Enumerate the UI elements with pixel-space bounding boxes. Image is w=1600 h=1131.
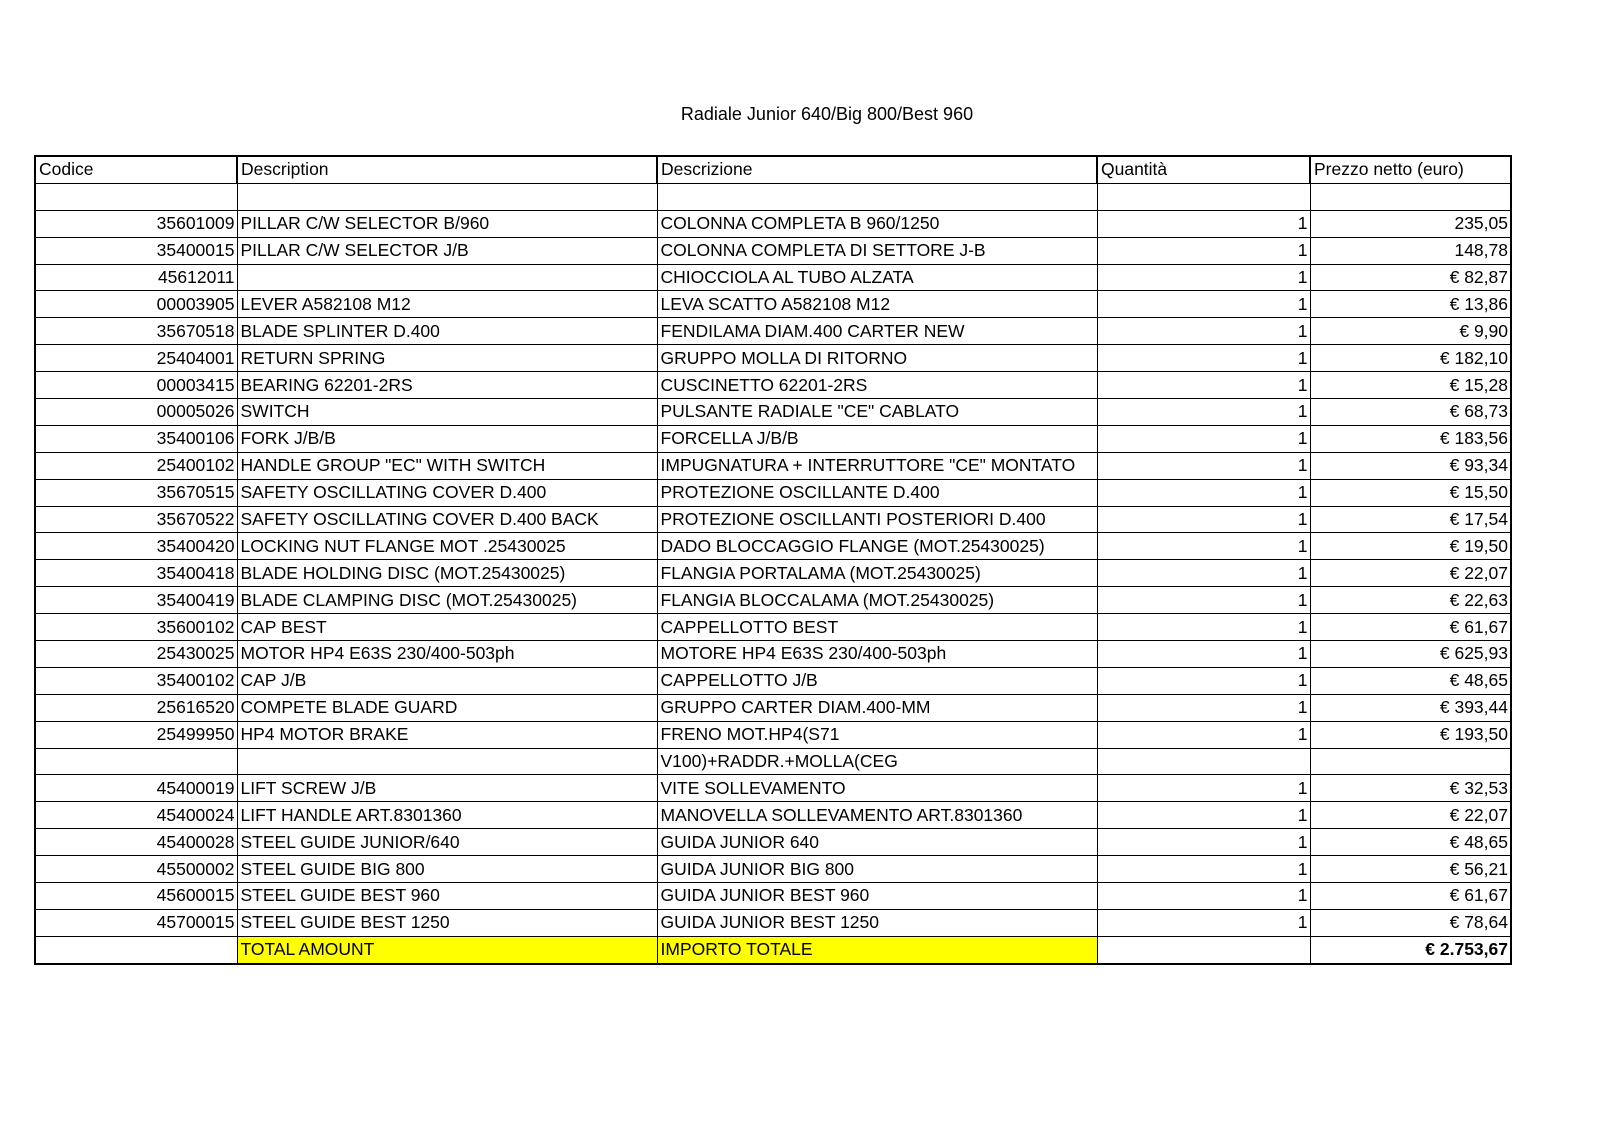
cell-descrizione: CAPPELLOTTO BEST [657, 614, 1097, 641]
cell-prezzo: € 61,67 [1310, 883, 1511, 910]
cell-description: STEEL GUIDE BEST 960 [237, 883, 657, 910]
cell-prezzo: € 625,93 [1310, 641, 1511, 668]
cell-codice: 35400420 [35, 533, 237, 560]
cell-description: STEEL GUIDE BEST 1250 [237, 909, 657, 936]
cell-descrizione: GUIDA JUNIOR 640 [657, 829, 1097, 856]
table-row [35, 372, 1511, 399]
table-row [35, 721, 1511, 748]
cell-description: BLADE HOLDING DISC (MOT.25430025) [237, 560, 657, 587]
cell-descrizione: PROTEZIONE OSCILLANTI POSTERIORI D.400 [657, 506, 1097, 533]
cell-descrizione: VITE SOLLEVAMENTO [657, 775, 1097, 802]
cell-prezzo: € 182,10 [1310, 345, 1511, 372]
cell-prezzo: € 17,54 [1310, 506, 1511, 533]
cell-quantita [1097, 748, 1310, 775]
cell-codice: 35400106 [35, 425, 237, 452]
cell-quantita: 1 [1097, 667, 1310, 694]
table-row [35, 802, 1511, 829]
cell-codice: 35601009 [35, 210, 237, 237]
total-label-it: IMPORTO TOTALE [657, 936, 1097, 963]
header-descrizione: Descrizione [657, 156, 1097, 183]
cell-codice: 35400419 [35, 587, 237, 614]
cell-quantita: 1 [1097, 641, 1310, 668]
cell-descrizione: GRUPPO CARTER DIAM.400-MM [657, 694, 1097, 721]
cell-descrizione: MOTORE HP4 E63S 230/400-503ph [657, 641, 1097, 668]
cell-codice: 45612011 [35, 264, 237, 291]
cell-descrizione: CHIOCCIOLA AL TUBO ALZATA [657, 264, 1097, 291]
cell-descrizione: GUIDA JUNIOR BIG 800 [657, 856, 1097, 883]
cell-prezzo: € 22,07 [1310, 560, 1511, 587]
cell-codice: 35400102 [35, 667, 237, 694]
header-codice: Codice [35, 156, 237, 183]
cell-prezzo [1310, 183, 1511, 210]
cell-quantita: 1 [1097, 614, 1310, 641]
table-row [35, 506, 1511, 533]
cell-description: FORK J/B/B [237, 425, 657, 452]
cell-description: PILLAR C/W SELECTOR B/960 [237, 210, 657, 237]
cell-quantita [1097, 183, 1310, 210]
cell-prezzo: € 93,34 [1310, 452, 1511, 479]
cell-prezzo: € 68,73 [1310, 399, 1511, 426]
cell-codice: 25404001 [35, 345, 237, 372]
cell-codice: 35400418 [35, 560, 237, 587]
header-description: Description [237, 156, 657, 183]
cell-quantita: 1 [1097, 775, 1310, 802]
cell-quantita: 1 [1097, 264, 1310, 291]
table-row [35, 291, 1511, 318]
cell-quantita: 1 [1097, 560, 1310, 587]
cell-descrizione: GUIDA JUNIOR BEST 1250 [657, 909, 1097, 936]
cell-description: COMPETE BLADE GUARD [237, 694, 657, 721]
cell-descrizione: DADO BLOCCAGGIO FLANGE (MOT.25430025) [657, 533, 1097, 560]
table-row [35, 883, 1511, 910]
cell-codice [35, 183, 237, 210]
cell-description: BLADE CLAMPING DISC (MOT.25430025) [237, 587, 657, 614]
cell-descrizione: GUIDA JUNIOR BEST 960 [657, 883, 1097, 910]
cell-descrizione: FENDILAMA DIAM.400 CARTER NEW [657, 318, 1097, 345]
total-row [35, 936, 1511, 963]
price-table [34, 155, 1512, 965]
cell-description: SAFETY OSCILLATING COVER D.400 BACK [237, 506, 657, 533]
table-row [35, 318, 1511, 345]
cell-codice: 45500002 [35, 856, 237, 883]
cell-description: LOCKING NUT FLANGE MOT .25430025 [237, 533, 657, 560]
cell-prezzo [1310, 748, 1511, 775]
total-empty-cell [35, 936, 237, 963]
cell-prezzo: € 393,44 [1310, 694, 1511, 721]
cell-description: RETURN SPRING [237, 345, 657, 372]
table-row [35, 856, 1511, 883]
cell-description [237, 183, 657, 210]
cell-prezzo: € 78,64 [1310, 909, 1511, 936]
cell-prezzo: € 22,63 [1310, 587, 1511, 614]
cell-description: PILLAR C/W SELECTOR J/B [237, 237, 657, 264]
total-qty-cell [1097, 936, 1310, 963]
table-row [35, 748, 1511, 775]
cell-description: BEARING 62201-2RS [237, 372, 657, 399]
cell-codice: 35670515 [35, 479, 237, 506]
table-row [35, 614, 1511, 641]
cell-descrizione: LEVA SCATTO A582108 M12 [657, 291, 1097, 318]
cell-prezzo: 148,78 [1310, 237, 1511, 264]
table-row [35, 909, 1511, 936]
cell-description: CAP BEST [237, 614, 657, 641]
cell-prezzo: € 32,53 [1310, 775, 1511, 802]
cell-prezzo: € 183,56 [1310, 425, 1511, 452]
cell-codice: 00003905 [35, 291, 237, 318]
cell-description: LIFT SCREW J/B [237, 775, 657, 802]
cell-quantita: 1 [1097, 237, 1310, 264]
cell-codice: 45400019 [35, 775, 237, 802]
cell-prezzo: € 15,50 [1310, 479, 1511, 506]
cell-description: LIFT HANDLE ART.8301360 [237, 802, 657, 829]
total-amount: € 2.753,67 [1310, 936, 1511, 963]
cell-quantita: 1 [1097, 345, 1310, 372]
cell-description: MOTOR HP4 E63S 230/400-503ph [237, 641, 657, 668]
cell-quantita: 1 [1097, 587, 1310, 614]
cell-descrizione: FRENO MOT.HP4(S71 [657, 721, 1097, 748]
cell-descrizione: CAPPELLOTTO J/B [657, 667, 1097, 694]
cell-description [237, 748, 657, 775]
table-row [35, 829, 1511, 856]
table-row [35, 667, 1511, 694]
cell-descrizione: COLONNA COMPLETA DI SETTORE J-B [657, 237, 1097, 264]
cell-descrizione: IMPUGNATURA + INTERRUTTORE "CE" MONTATO [657, 452, 1097, 479]
cell-descrizione: V100)+RADDR.+MOLLA(CEG [657, 748, 1097, 775]
cell-codice: 45400028 [35, 829, 237, 856]
cell-descrizione: CUSCINETTO 62201-2RS [657, 372, 1097, 399]
cell-descrizione: MANOVELLA SOLLEVAMENTO ART.8301360 [657, 802, 1097, 829]
cell-description: LEVER A582108 M12 [237, 291, 657, 318]
cell-quantita: 1 [1097, 883, 1310, 910]
cell-codice: 35670522 [35, 506, 237, 533]
header-row [35, 156, 1511, 183]
cell-quantita: 1 [1097, 425, 1310, 452]
cell-descrizione: COLONNA COMPLETA B 960/1250 [657, 210, 1097, 237]
cell-quantita: 1 [1097, 721, 1310, 748]
cell-quantita: 1 [1097, 399, 1310, 426]
cell-prezzo: € 9,90 [1310, 318, 1511, 345]
cell-codice: 25499950 [35, 721, 237, 748]
table-row [35, 183, 1511, 210]
table-row [35, 775, 1511, 802]
cell-codice: 00003415 [35, 372, 237, 399]
table-row [35, 560, 1511, 587]
cell-description: HP4 MOTOR BRAKE [237, 721, 657, 748]
table-row [35, 641, 1511, 668]
cell-quantita: 1 [1097, 479, 1310, 506]
cell-codice: 25430025 [35, 641, 237, 668]
header-quantita: Quantità [1097, 156, 1310, 183]
cell-descrizione: FLANGIA BLOCCALAMA (MOT.25430025) [657, 587, 1097, 614]
cell-descrizione: PROTEZIONE OSCILLANTE D.400 [657, 479, 1097, 506]
table-row [35, 399, 1511, 426]
cell-prezzo: € 19,50 [1310, 533, 1511, 560]
cell-codice: 35670518 [35, 318, 237, 345]
table-row [35, 264, 1511, 291]
cell-codice: 25400102 [35, 452, 237, 479]
cell-codice: 45600015 [35, 883, 237, 910]
table-row [35, 210, 1511, 237]
table-row [35, 345, 1511, 372]
cell-quantita: 1 [1097, 533, 1310, 560]
cell-description: SWITCH [237, 399, 657, 426]
cell-codice: 35400015 [35, 237, 237, 264]
cell-descrizione: FLANGIA PORTALAMA (MOT.25430025) [657, 560, 1097, 587]
cell-codice [35, 748, 237, 775]
table-row [35, 479, 1511, 506]
total-label-en: TOTAL AMOUNT [237, 936, 657, 963]
cell-prezzo: € 48,65 [1310, 829, 1511, 856]
table-row [35, 452, 1511, 479]
cell-prezzo: € 193,50 [1310, 721, 1511, 748]
document-title: Radiale Junior 640/Big 800/Best 960 [680, 104, 974, 124]
cell-prezzo: € 22,07 [1310, 802, 1511, 829]
header-prezzo: Prezzo netto (euro) [1310, 156, 1511, 183]
cell-quantita: 1 [1097, 318, 1310, 345]
cell-description: BLADE SPLINTER D.400 [237, 318, 657, 345]
cell-descrizione: FORCELLA J/B/B [657, 425, 1097, 452]
cell-prezzo: € 61,67 [1310, 614, 1511, 641]
cell-quantita: 1 [1097, 802, 1310, 829]
price-table-body [35, 156, 1511, 964]
cell-quantita: 1 [1097, 909, 1310, 936]
cell-description: SAFETY OSCILLATING COVER D.400 [237, 479, 657, 506]
cell-prezzo: € 56,21 [1310, 856, 1511, 883]
cell-quantita: 1 [1097, 291, 1310, 318]
table-row [35, 533, 1511, 560]
table-row [35, 587, 1511, 614]
cell-codice: 25616520 [35, 694, 237, 721]
cell-prezzo: 235,05 [1310, 210, 1511, 237]
cell-description: CAP J/B [237, 667, 657, 694]
cell-descrizione [657, 183, 1097, 210]
cell-prezzo: € 13,86 [1310, 291, 1511, 318]
cell-codice: 35600102 [35, 614, 237, 641]
cell-quantita: 1 [1097, 829, 1310, 856]
cell-codice: 45400024 [35, 802, 237, 829]
table-row [35, 237, 1511, 264]
cell-codice: 00005026 [35, 399, 237, 426]
cell-description: HANDLE GROUP "EC" WITH SWITCH [237, 452, 657, 479]
cell-prezzo: € 48,65 [1310, 667, 1511, 694]
cell-descrizione: GRUPPO MOLLA DI RITORNO [657, 345, 1097, 372]
cell-codice: 45700015 [35, 909, 237, 936]
cell-description: STEEL GUIDE BIG 800 [237, 856, 657, 883]
cell-description: STEEL GUIDE JUNIOR/640 [237, 829, 657, 856]
table-row [35, 425, 1511, 452]
cell-description [237, 264, 657, 291]
cell-quantita: 1 [1097, 856, 1310, 883]
cell-quantita: 1 [1097, 452, 1310, 479]
cell-prezzo: € 82,87 [1310, 264, 1511, 291]
cell-quantita: 1 [1097, 694, 1310, 721]
cell-quantita: 1 [1097, 210, 1310, 237]
cell-prezzo: € 15,28 [1310, 372, 1511, 399]
cell-quantita: 1 [1097, 506, 1310, 533]
cell-descrizione: PULSANTE RADIALE "CE" CABLATO [657, 399, 1097, 426]
cell-quantita: 1 [1097, 372, 1310, 399]
table-row [35, 694, 1511, 721]
